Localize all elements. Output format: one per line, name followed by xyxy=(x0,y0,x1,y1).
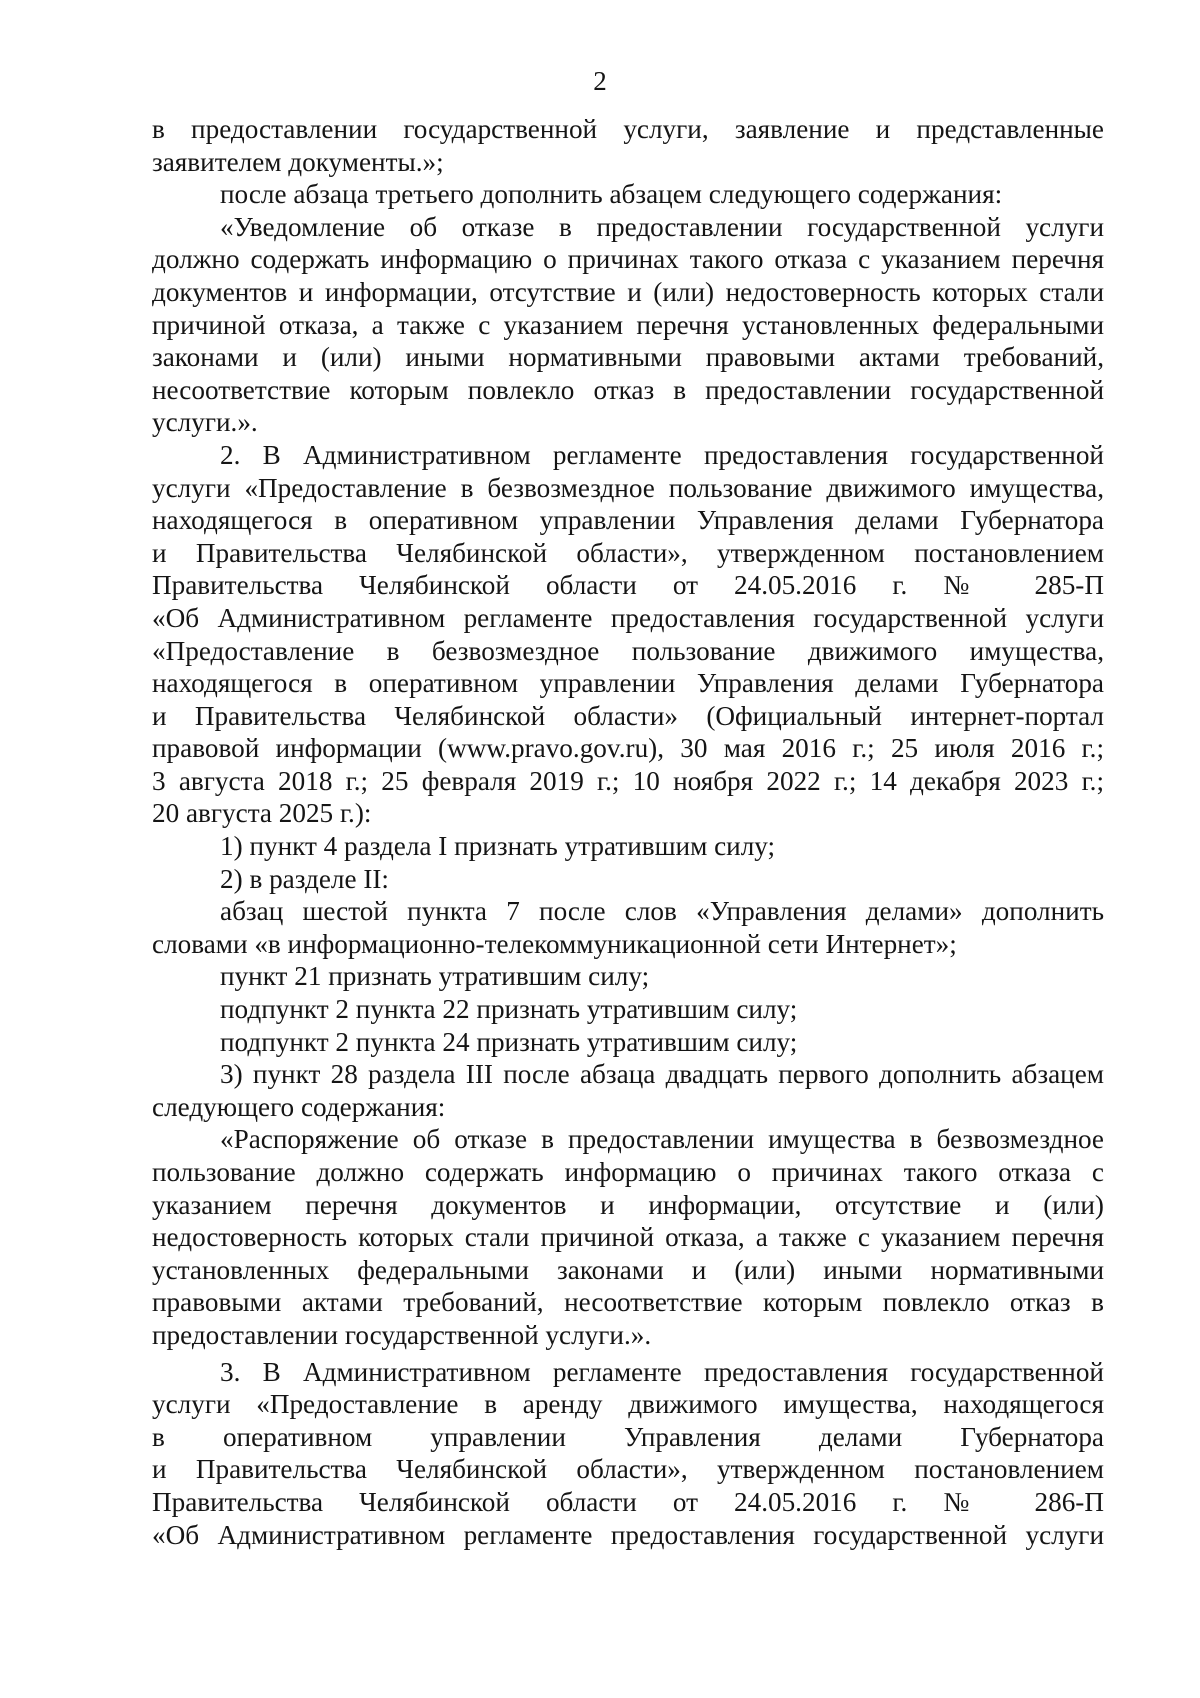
text-line: после абзаца третьего дополнить абзацем следующего содержания: xyxy=(220,179,1003,210)
text-line: находящегося в оперативном управлении Управления делами Губернатора xyxy=(152,668,1104,699)
text-line: подпункт 2 пункта 24 признать утратившим силу; xyxy=(220,1026,798,1057)
text-line: находящегося в оперативном управлении Управления делами Губернатора xyxy=(152,505,1104,536)
text-line: 3) пункт 28 раздела III после абзаца двадцать первого дополнить абзацем xyxy=(220,1059,1104,1090)
text-line: заявителем документы.»; xyxy=(152,146,444,177)
text-line: пункт 21 признать утратившим силу; xyxy=(220,961,650,992)
text-line: 3. В Административном регламенте предоставления государственной xyxy=(220,1356,1104,1387)
text-line: словами «в информационно-телекоммуникационной сети Интернет»; xyxy=(152,928,957,959)
text-line: правовой информации (www.pravo.gov.ru), 30 мая 2016 г.; 25 июля 2016 г.; xyxy=(152,733,1104,764)
text-line: несоответствие которым повлекло отказ в предоставлении государственной xyxy=(152,374,1104,405)
page-number: 2 xyxy=(593,66,607,96)
text-line: и Правительства Челябинской области», утвержденном постановлением xyxy=(152,537,1104,568)
text-line: законами и (или) иными нормативными правовыми актами требований, xyxy=(152,342,1104,373)
text-line: недостоверность которых стали причиной отказа, а также с указанием перечня xyxy=(152,1222,1104,1253)
text-line: установленных федеральными законами и (или) иными нормативными xyxy=(152,1254,1104,1285)
text-line: пользование должно содержать информацию о причинах такого отказа с xyxy=(152,1157,1104,1187)
text-line: причиной отказа, а также с указанием перечня установленных федеральными xyxy=(152,309,1104,340)
text-line: Правительства Челябинской области от 24.05.2016 г. № 286-П xyxy=(152,1486,1104,1517)
text-line: 20 августа 2025 г.): xyxy=(152,798,372,829)
text-line: «Об Административном регламенте предоставления государственной услуги xyxy=(152,602,1104,633)
text-line: и Правительства Челябинской области», утвержденном постановлением xyxy=(152,1454,1104,1485)
text-line: «Предоставление в безвозмездное пользование движимого имущества, xyxy=(152,635,1104,666)
text-line: 2. В Административном регламенте предоставления государственной xyxy=(220,439,1104,470)
text-line: услуги «Предоставление в аренду движимого имущества, находящегося xyxy=(152,1389,1104,1420)
text-line: «Уведомление об отказе в предоставлении государственной услуги xyxy=(220,211,1104,242)
text-line: 1) пункт 4 раздела I признать утратившим силу; xyxy=(220,831,776,862)
text-line: указанием перечня документов и информации, отсутствие и (или) xyxy=(152,1189,1104,1220)
text-line: правовыми актами требований, несоответствие которым повлекло отказ в xyxy=(152,1287,1104,1318)
text-line: Правительства Челябинской области от 24.05.2016 г. № 285-П xyxy=(152,570,1104,601)
text-line: 2) в разделе II: xyxy=(220,863,389,894)
text-line: услуги.». xyxy=(152,407,258,438)
text-line: документов и информации, отсутствие и (или) недостоверность которых стали xyxy=(152,276,1104,307)
text-line: услуги «Предоставление в безвозмездное пользование движимого имущества, xyxy=(152,472,1104,503)
text-line: в оперативном управлении Управления делами Губернатора xyxy=(152,1421,1104,1452)
text-line: 3 августа 2018 г.; 25 февраля 2019 г.; 10 ноября 2022 г.; 14 декабря 2023 г.; xyxy=(152,765,1104,796)
text-line: и Правительства Челябинской области» (Официальный интернет-портал xyxy=(152,700,1104,731)
text-line: «Об Административном регламенте предоставления государственной услуги xyxy=(152,1519,1104,1550)
text-line: подпункт 2 пункта 22 признать утратившим силу; xyxy=(220,994,798,1025)
text-line: абзац шестой пункта 7 после слов «Управления делами» дополнить xyxy=(220,896,1104,927)
document-body xyxy=(152,113,1104,1551)
text-line: в предоставлении государственной услуги, заявление и представленные xyxy=(152,114,1104,144)
text-line: должно содержать информацию о причинах такого отказа с указанием перечня xyxy=(152,244,1104,275)
text-line: предоставлении государственной услуги.». xyxy=(152,1319,652,1350)
text-line: следующего содержания: xyxy=(152,1091,446,1122)
text-line: «Распоряжение об отказе в предоставлении имущества в безвозмездное xyxy=(220,1124,1104,1155)
